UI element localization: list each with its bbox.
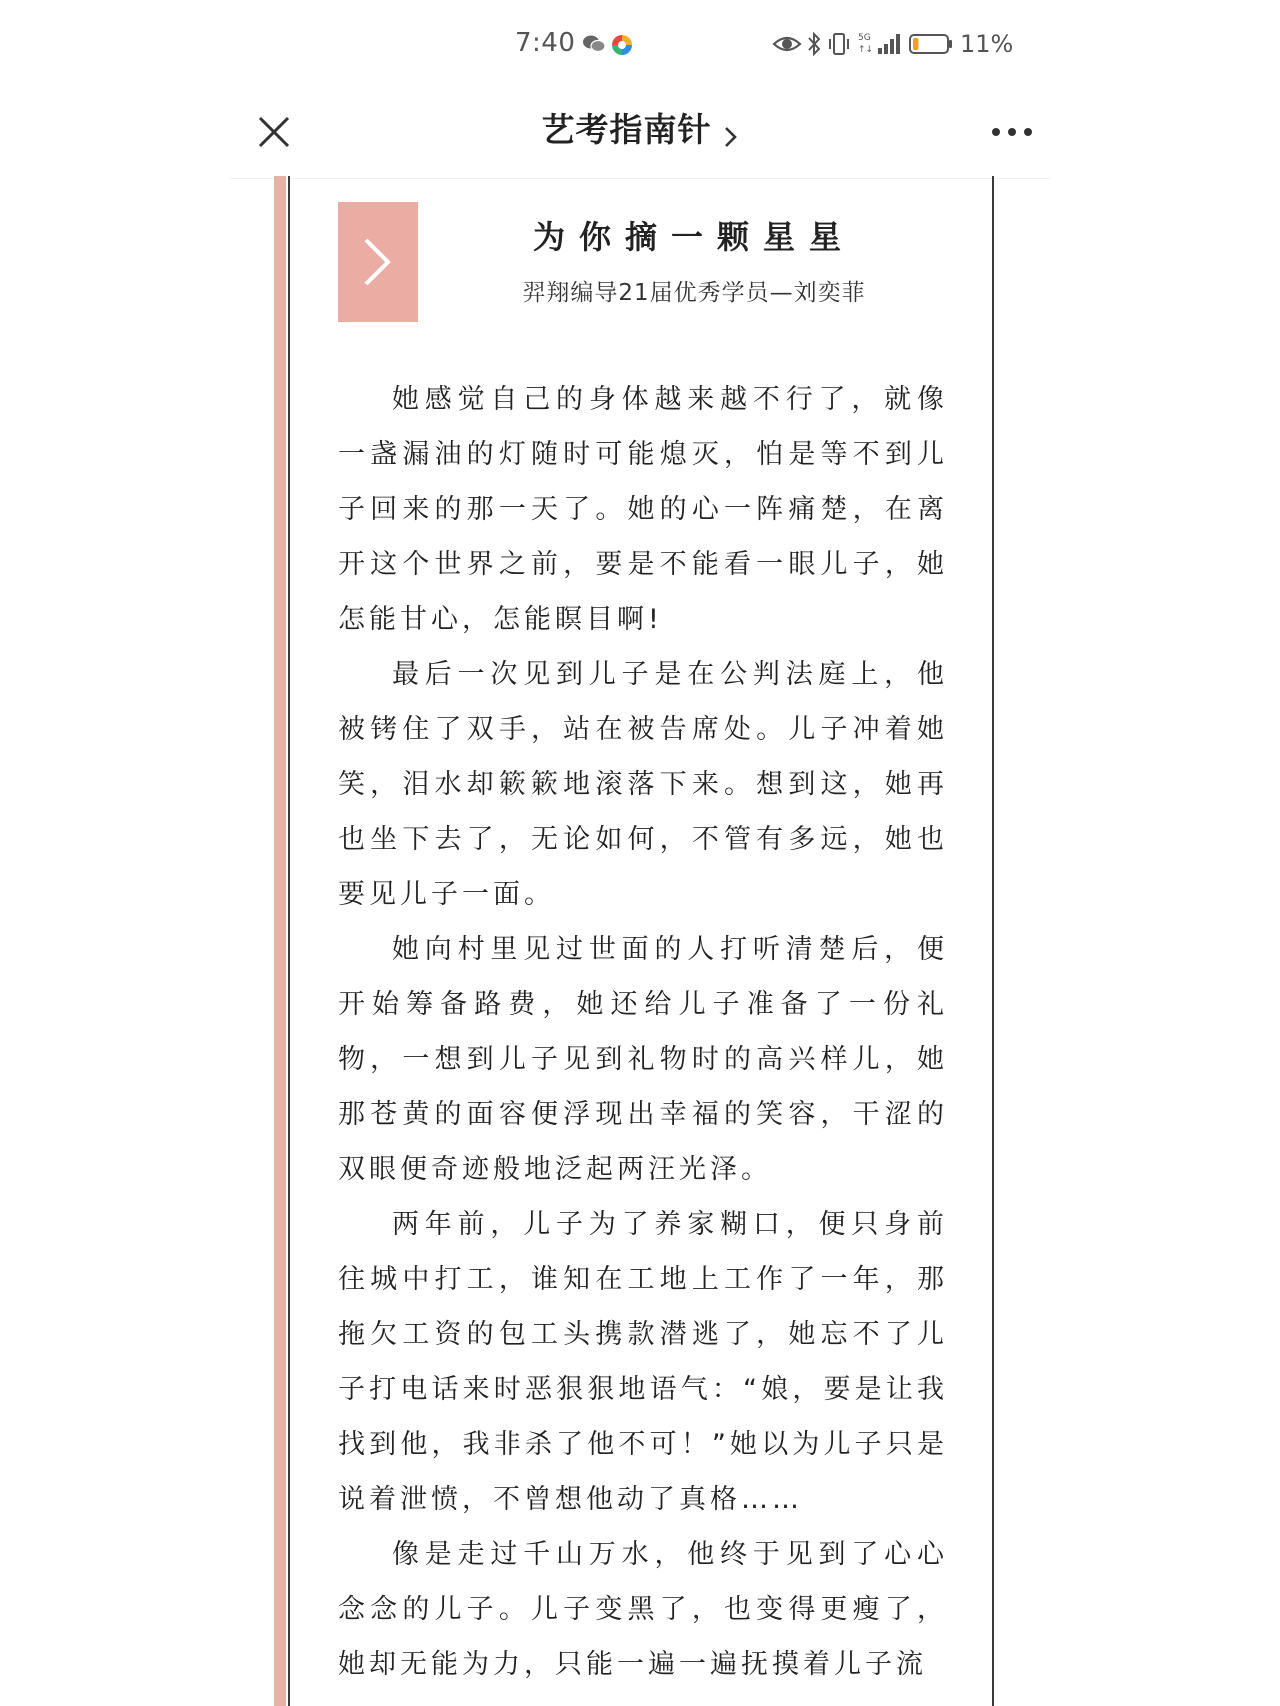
paragraph: 她向村里见过世面的人打听清楚后，便开始筹备路费，她还给儿子准备了一份礼物，一想到儿子见到礼物时的高兴样儿，她那苍黄的面容便浮现出幸福的笑容，干涩的双眼便奇迹般地泛起两汪光泽。: [338, 934, 948, 1185]
article-subtitle: 羿翔编导21届优秀学员—刘奕菲: [522, 280, 866, 306]
svg-text:↑↓: ↑↓: [858, 45, 874, 55]
svg-text:5G: 5G: [858, 33, 871, 43]
chevron-right-icon: [360, 232, 396, 292]
paragraph: 最后一次见到儿子是在公判法庭上，他被铐住了双手，站在被告席处。儿子冲着她笑，泪水却簌簌地滚落下来。想到这，她再也坐下去了，无论如何，不管有多远，她也要见儿子一面。: [338, 659, 948, 910]
article-body: [338, 372, 948, 1692]
chevron-right-icon: [723, 123, 739, 151]
accent-box: [338, 202, 418, 322]
status-bar: [0, 0, 1280, 96]
title-bar: [230, 90, 1050, 179]
paragraph: 她感觉自己的身体越来越不行了，就像一盏漏油的灯随时可能熄灭，怕是等不到儿子回来的那一天了。她的心一阵痛楚，在离开这个世界之前，要是不能看一眼儿子，她怎能甘心，怎能瞑目啊!: [338, 384, 948, 635]
eye-icon: [772, 30, 802, 58]
paragraph: 像是走过千山万水，他终于见到了心心念念的儿子。儿子变黑了，也变得更瘦了，她却无能为力，只能一遍一遍抚摸着儿子流: [338, 1539, 948, 1680]
article-title: 为你摘一颗星星: [532, 218, 855, 256]
pinwheel-icon: [611, 34, 633, 56]
accent-rail: [274, 176, 286, 1706]
frame-right-line: [992, 176, 994, 1706]
paragraph: 两年前，儿子为了养家糊口，便只身前往城中打工，谁知在工地上工作了一年，那拖欠工资的包工头携款潜逃了，她忘不了儿子打电话来时恶狠狠地语气：“娘，要是让我找到他，我非杀了他不可！”她以为儿子只是说着泄愤，不曾想他动了真格……: [338, 1209, 948, 1515]
more-icon[interactable]: [984, 112, 1040, 152]
wechat-icon: [582, 34, 606, 54]
bluetooth-icon: [806, 30, 822, 58]
page-title: 艺考指南针: [541, 110, 712, 149]
status-time: 7:40: [515, 28, 576, 58]
account-title-link[interactable]: [230, 104, 1050, 151]
article-content: [274, 176, 994, 1706]
battery-percentage: 11%: [960, 30, 1014, 58]
signal-icon: [858, 30, 906, 58]
frame-left-line: [288, 176, 290, 1706]
vibrate-icon: [826, 30, 852, 58]
battery-icon: [908, 30, 954, 58]
